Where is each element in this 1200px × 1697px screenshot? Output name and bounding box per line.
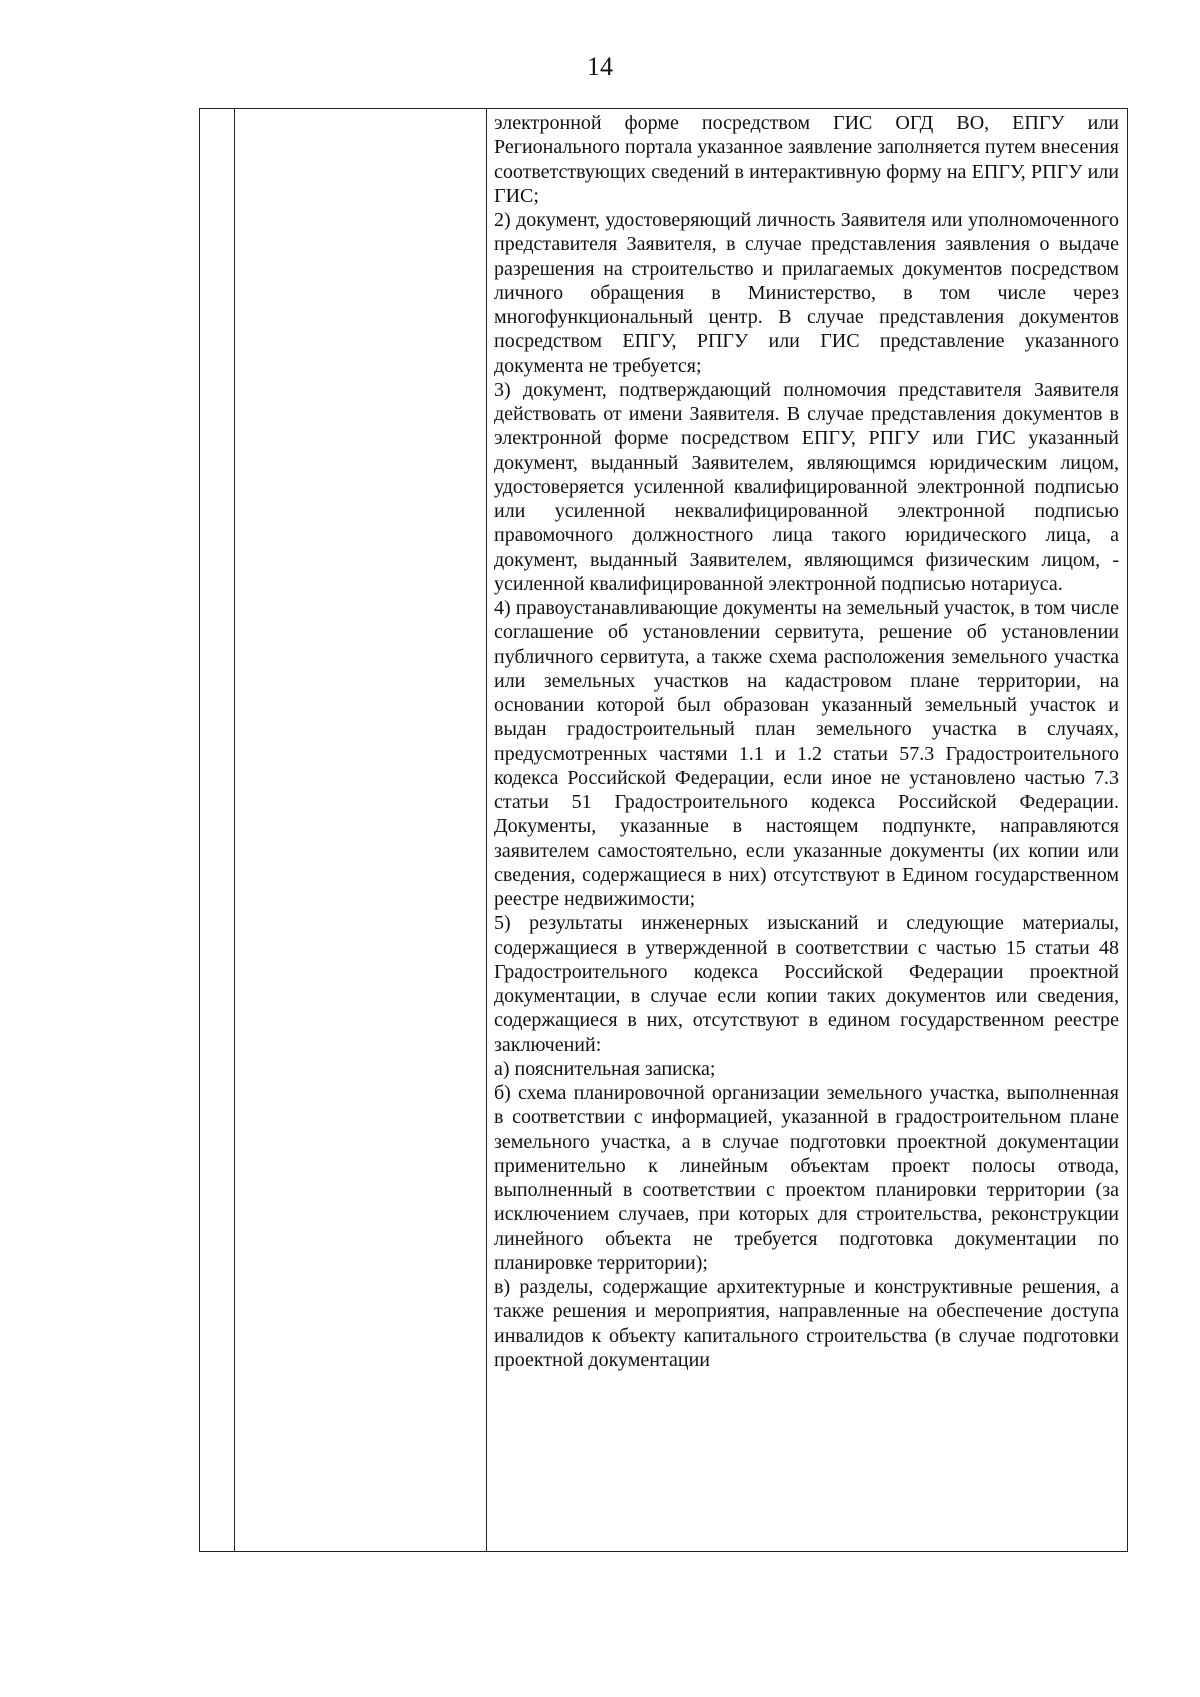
paragraph-continuation: электронной форме посредством ГИС ОГД ВО, ЕПГУ или Регионального портала указанное заявление заполняется путем внесения соответствующих сведений в интерактивную форму на ЕПГУ, РПГУ или ГИС; [494, 112, 1120, 207]
paragraph-item-5: 5) результаты инженерных изысканий и следующие материалы, содержащиеся в утвержденной в соответствии с частью 15 статьи 48 Градостроительного кодекса Российской Федерации проектной документации, в случае если копии таких документов или сведения, содержащиеся в них, отсутствуют в едином государственном реестре заключений: [494, 912, 1119, 1056]
paragraph-item-5v: в) разделы, содержащие архитектурные и конструктивные решения, а также решения и мероприятия, направленные на обеспечение доступа инвалидов к объекту капитального строительства (в случае подготовки проектной документации [494, 1276, 1119, 1371]
paragraph-item-4: 4) правоустанавливающие документы на земельный участок, в том числе соглашение об установлении сервитута, решение об установлении публичного сервитута, а также схема расположения земельного участка или земельных участков на кадастровом плане территории, на основании которой был образован указанный земельный участок и выдан градостроительный план земельного участка в случаях, предусмотренных частями 1.1 и 1.2 статьи 57.3 Градостроительного кодекса Российской Федерации, если иное не установлено частью 7.3 статьи 51 Градостроительного кодекса Российской Федерации. Документы, указанные в настоящем подпункте, направляются заявителем самостоятельно, если указанные документы (их копии или сведения, содержащиеся в них) отсутствуют в Едином государственном реестре недвижимости; [494, 597, 1119, 910]
text-cell [494, 111, 1119, 1372]
paragraph-item-3: 3) документ, подтверждающий полномочия представителя Заявителя действовать от имени Заявителя. В случае представления документов в электронной форме посредством ЕПГУ, РПГУ или ГИС указанный документ, выданный Заявителем, являющимся юридическим лицом, удостоверяется усиленной квалифицированной электронной подписью или усиленной неквалифицированной электронной подписью правомочного должностного лица такого юридического лица, а документ, выданный Заявителем, являющимся физическим лицом, - усиленной квалифицированной электронной подписью нотариуса. [494, 378, 1119, 595]
paragraph-item-2: 2) документ, удостоверяющий личность Заявителя или уполномоченного представителя Заявителя, в случае представления заявления о выдаче разрешения на строительство и прилагаемых документов посредством личного обращения в Министерство, в том числе через многофункциональный центр. В случае представления документов посредством ЕПГУ, РПГУ или ГИС представление указанного документа не требуется; [494, 209, 1119, 377]
page-number: 14 [587, 52, 613, 81]
paragraph-item-5b: б) схема планировочной организации земельного участка, выполненная в соответствии с информацией, указанной в градостроительном плане земельного участка, а в случае подготовки проектной документации применительно к линейным объектам проект полосы отвода, выполненный в соответствии с проектом планировки территории (за исключением случаев, при которых для строительства, реконструкции линейного объекта не требуется подготовка документации по планировке территории); [494, 1082, 1119, 1274]
column-divider-1 [234, 109, 235, 1551]
column-divider-2 [486, 109, 487, 1551]
paragraph-item-5a: а) пояснительная записка; [494, 1057, 716, 1080]
document-table [199, 108, 1128, 1552]
